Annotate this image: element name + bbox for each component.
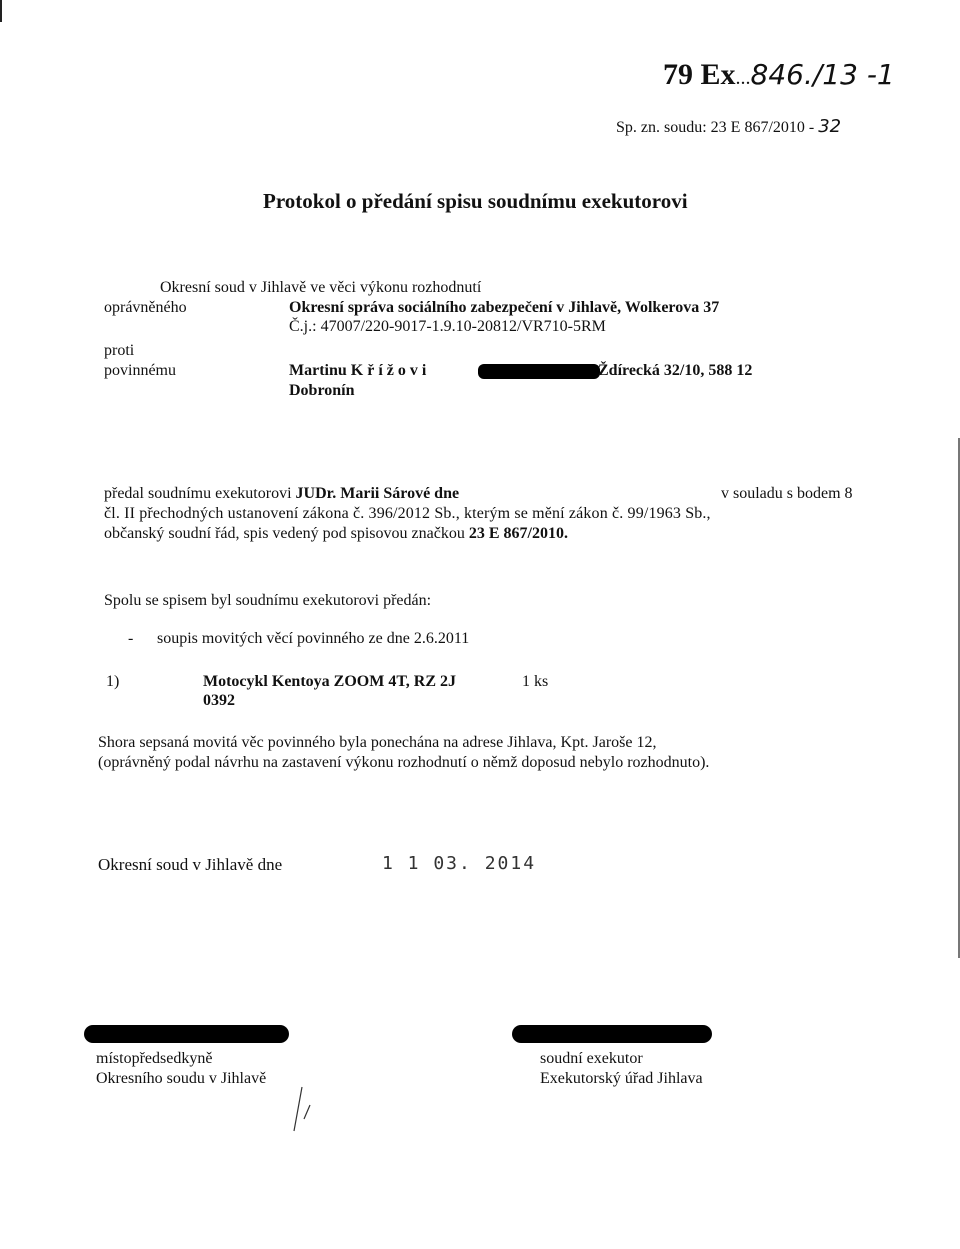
left-signature-org: Okresního soudu v Jihlavě bbox=[96, 1070, 267, 1087]
body-line-1-text: předal soudnímu exekutorovi bbox=[104, 485, 296, 502]
right-signature-redaction bbox=[512, 1025, 712, 1043]
court-reference-handwritten: 32 bbox=[818, 116, 842, 137]
creditor-label: oprávněného bbox=[104, 299, 187, 316]
item-description-cont: 0392 bbox=[203, 692, 235, 709]
court-reference-label: Sp. zn. soudu: 23 E 867/2010 - bbox=[616, 119, 815, 136]
intro-line: Okresní soud v Jihlavě ve věci výkonu rozhodnutí bbox=[160, 279, 482, 296]
debtor-name: Martinu K ř í ž o v i bbox=[289, 362, 427, 379]
document-title: Protokol o předání spisu soudnímu exekutorovi bbox=[263, 189, 688, 213]
note-line-2: (oprávněný podal návrhu na zastavení výkonu rozhodnutí o němž doposud nebylo rozhodnuto). bbox=[98, 754, 710, 771]
date-stamp: 1 1 03. 2014 bbox=[382, 853, 537, 874]
body-line-1-end: v souladu s bodem 8 bbox=[721, 485, 853, 502]
file-number-handwritten: 846./13 -1 bbox=[750, 58, 895, 91]
item-number: 1) bbox=[106, 673, 120, 690]
case-number: 23 E 867/2010. bbox=[468, 525, 568, 542]
creditor-ref: Č.j.: 47007/220-9017-1.9.10-20812/VR710-5RM bbox=[289, 318, 606, 335]
redaction-bar bbox=[478, 364, 600, 379]
handover-intro: Spolu se spisem byl soudnímu exekutorovi předán: bbox=[104, 592, 432, 609]
item-quantity: 1 ks bbox=[522, 673, 549, 690]
pen-stroke-mark bbox=[280, 1085, 320, 1135]
right-signature-org: Exekutorský úřad Jihlava bbox=[540, 1070, 703, 1087]
right-signature-role: soudní exekutor bbox=[540, 1050, 643, 1067]
file-number-prefix: 79 Ex bbox=[663, 58, 736, 91]
handover-bullet: soupis movitých věcí povinného ze dne 2.6.2011 bbox=[157, 630, 470, 647]
debtor-city: Dobronín bbox=[289, 382, 355, 399]
file-number-dots: ... bbox=[735, 67, 751, 89]
debtor-address: Ždírecká 32/10, 588 12 bbox=[598, 362, 753, 379]
date-label: Okresní soud v Jihlavě dne bbox=[98, 855, 283, 874]
item-description: Motocykl Kentoya ZOOM 4T, RZ 2J bbox=[203, 673, 457, 690]
body-line-3-text: občanský soudní řád, spis vedený pod spisovou značkou bbox=[104, 525, 469, 542]
scan-edge-mark bbox=[0, 0, 2, 22]
executor-name: JUDr. Marii Sárové dne bbox=[295, 485, 460, 502]
proti-label: proti bbox=[104, 342, 135, 359]
note-line-1: Shora sepsaná movitá věc povinného byla ponechána na adrese Jihlava, Kpt. Jaroše 12, bbox=[98, 734, 657, 751]
creditor-name: Okresní správa sociálního zabezpečení v Jihlavě, Wolkerova 37 bbox=[289, 299, 720, 316]
debtor-label: povinnému bbox=[104, 362, 176, 379]
body-line-2: čl. II přechodných ustanovení zákona č. 396/2012 Sb., kterým se mění zákon č. 99/1963 Sb., bbox=[104, 505, 711, 522]
body-line-1 bbox=[104, 485, 459, 503]
body-line-3 bbox=[104, 525, 568, 543]
file-number bbox=[663, 58, 895, 92]
left-signature-redaction bbox=[84, 1025, 289, 1043]
court-reference bbox=[616, 116, 841, 137]
left-signature-role: místopředsedkyně bbox=[96, 1050, 213, 1067]
handover-bullet-dash: - bbox=[128, 630, 134, 647]
